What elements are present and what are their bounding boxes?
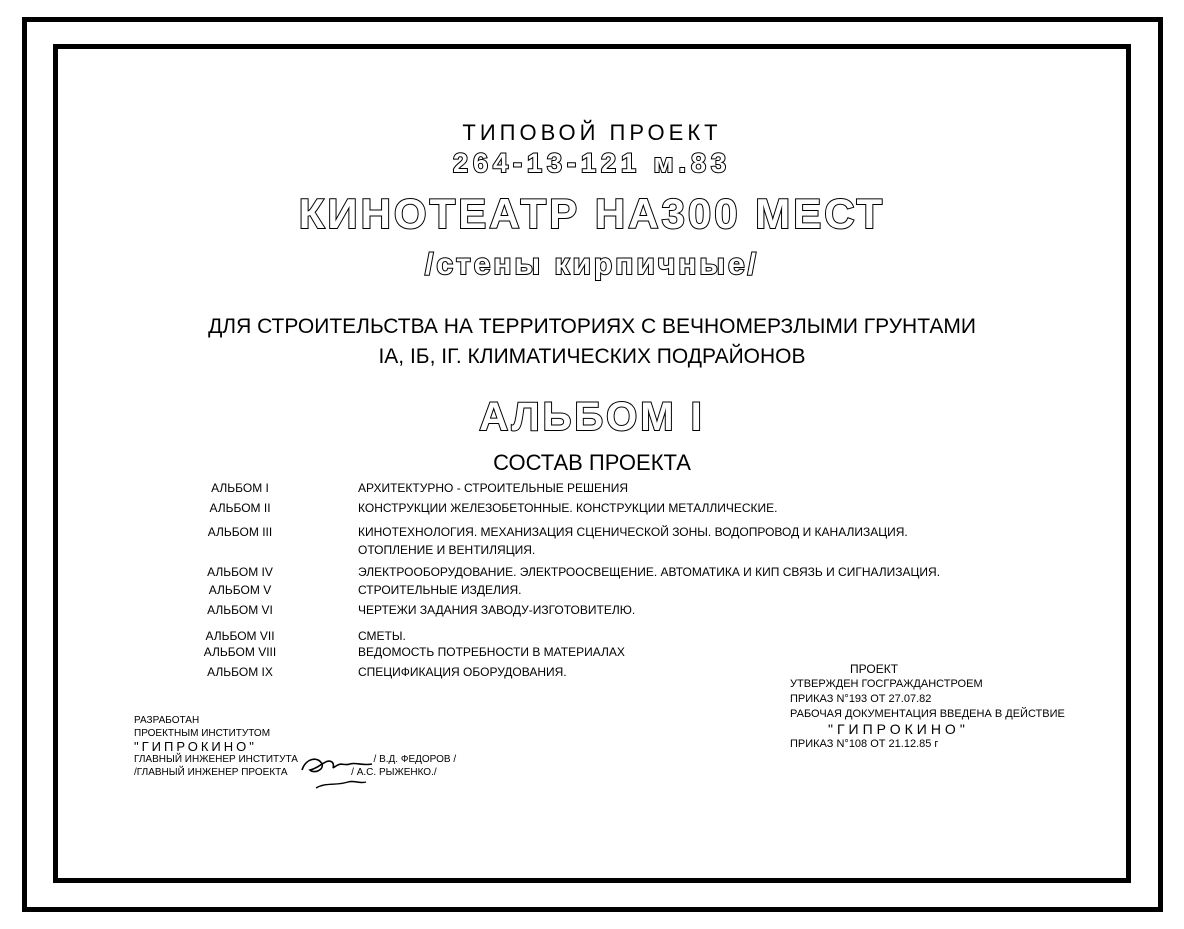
approval-working-docs: РАБОЧАЯ ДОКУМЕНТАЦИЯ ВВЕДЕНА В ДЕЙСТВИЕ	[790, 708, 1065, 720]
developer-chief-institute-name: / В.Д. ФЕДОРОВ /	[373, 754, 457, 765]
album-name: АЛЬБОМ I	[211, 481, 269, 495]
project-title: КИНОТЕАТР НА300 МЕСТ	[298, 190, 886, 237]
album-name: АЛЬБОМ V	[208, 583, 272, 597]
album-name: АЛЬБОМ IV	[207, 565, 273, 579]
album-desc: СПЕЦИФИКАЦИЯ ОБОРУДОВАНИЯ.	[358, 665, 567, 679]
approval-order-2: ПРИКАЗ N°108 ОТ 21.12.85 г	[790, 738, 939, 750]
developer-developed: РАЗРАБОТАН	[134, 715, 200, 726]
purpose-line-2: IA, IБ, IГ. КЛИМАТИЧЕСКИХ ПОДРАЙОНОВ	[378, 345, 806, 368]
composition-title: СОСТАВ ПРОЕКТА	[493, 450, 691, 475]
album-desc: КОНСТРУКЦИИ ЖЕЛЕЗОБЕТОННЫЕ. КОНСТРУКЦИИ МЕТАЛЛИЧЕСКИЕ.	[358, 501, 778, 515]
project-type: ТИПОВОЙ ПРОЕКТ	[462, 120, 722, 145]
approval-approved-by: УТВЕРЖДЕН ГОСГРАЖДАНСТРОЕМ	[790, 678, 983, 690]
approval-institute: "ГИПРОКИНО"	[828, 721, 969, 737]
album-desc: СТРОИТЕЛЬНЫЕ ИЗДЕЛИЯ.	[358, 583, 522, 597]
album-name: АЛЬБОМ VIII	[203, 645, 277, 659]
approval-order-1: ПРИКАЗ N°193 ОТ 27.07.82	[790, 693, 932, 705]
project-number: 264-13-121 м.83	[452, 148, 732, 178]
album-name: АЛЬБОМ II	[209, 501, 271, 515]
album-title: АЛЬБОМ I	[479, 395, 705, 439]
developer-chief-project-name: / А.С. РЫЖЕНКО./	[351, 767, 437, 778]
approval-project: ПРОЕКТ	[850, 662, 899, 676]
developer-chief-institute: ГЛАВНЫЙ ИНЖЕНЕР ИНСТИТУТА	[134, 754, 298, 765]
album-desc: СМЕТЫ.	[358, 629, 406, 643]
developer-institute-label: ПРОЕКТНЫМ ИНСТИТУТОМ	[134, 728, 271, 739]
album-name: АЛЬБОМ VII	[205, 629, 275, 643]
album-name: АЛЬБОМ IX	[207, 665, 273, 679]
album-name: АЛЬБОМ III	[207, 525, 273, 539]
album-desc: АРХИТЕКТУРНО - СТРОИТЕЛЬНЫЕ РЕШЕНИЯ	[358, 481, 629, 495]
developer-institute: "ГИПРОКИНО"	[134, 739, 257, 754]
album-desc: ОТОПЛЕНИЕ И ВЕНТИЛЯЦИЯ.	[358, 543, 536, 557]
album-desc: ЧЕРТЕЖИ ЗАДАНИЯ ЗАВОДУ-ИЗГОТОВИТЕЛЮ.	[358, 603, 636, 617]
developer-chief-project: /ГЛАВНЫЙ ИНЖЕНЕР ПРОЕКТА	[134, 767, 288, 778]
purpose-line-1: ДЛЯ СТРОИТЕЛЬСТВА НА ТЕРРИТОРИЯХ С ВЕЧНОМЕРЗЛЫМИ ГРУНТАМИ	[208, 315, 976, 338]
album-desc: ВЕДОМОСТЬ ПОТРЕБНОСТИ В МАТЕРИАЛАХ	[358, 645, 625, 659]
approval-block	[790, 662, 1065, 752]
walls-subtitle: /стены кирпичные/	[425, 248, 759, 281]
album-desc: ЭЛЕКТРООБОРУДОВАНИЕ. ЭЛЕКТРООСВЕЩЕНИЕ. АВТОМАТИКА И КИП СВЯЗЬ И СИГНАЛИЗАЦИЯ.	[358, 565, 941, 579]
album-name: АЛЬБОМ VI	[207, 603, 273, 617]
album-desc: КИНОТЕХНОЛОГИЯ. МЕХАНИЗАЦИЯ СЦЕНИЧЕСКОЙ ЗОНЫ. ВОДОПРОВОД И КАНАЛИЗАЦИЯ.	[358, 525, 908, 539]
signature-fedorov	[296, 748, 386, 796]
